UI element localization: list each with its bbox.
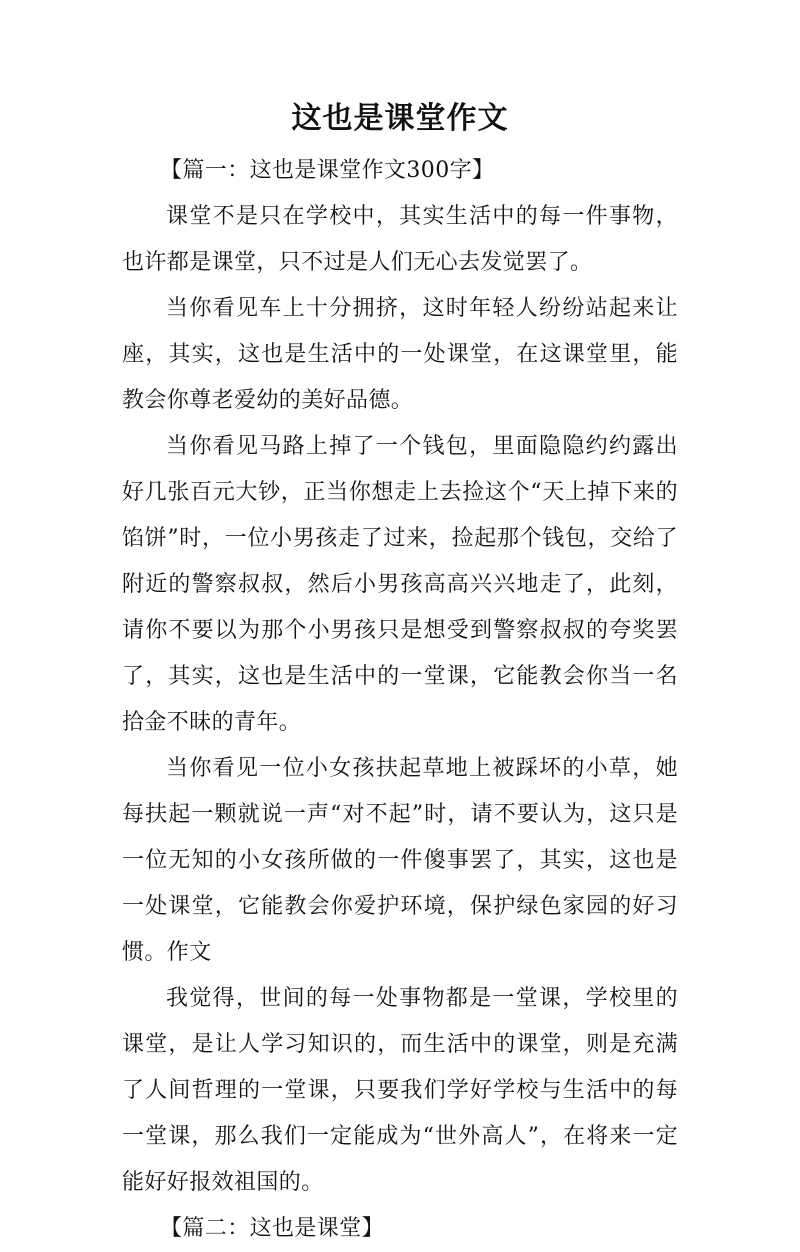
document-title: 这也是课堂作文 (291, 101, 509, 136)
paragraph-3: 当你看见马路上掉了一个钱包，里面隐隐约约露出好几张百元大钞，正当你想走上去捡这个“天上掉下来的馅饼”时，一位小男孩走了过来，捡起那个钱包，交给了附近的警察叔叔，然后小男孩高高兴兴地走了，此刻，请你不要以为那个小男孩只是想受到警察叔叔的夸奖罢了，其实，这也是生活中的一堂课，它能教会你当一名拾金不昧的青年。 (122, 434, 678, 735)
paragraph-2: 当你看见车上十分拥挤，这时年轻人纷纷站起来让座，其实，这也是生活中的一处课堂，在这课堂里，能教会你尊老爱幼的美好品德。 (122, 296, 678, 413)
document-body (122, 148, 678, 1252)
paragraph-5: 我觉得，世间的每一处事物都是一堂课，学校里的课堂，是让人学习知识的，而生活中的课堂，则是充满了人间哲理的一堂课，只要我们学好学校与生活中的每一堂课，那么我们一定能成为“世外高人”，在将来一定能好好报效祖国的。 (122, 986, 678, 1195)
paragraph-1: 课堂不是只在学校中，其实生活中的每一件事物，也许都是课堂，只不过是人们无心去发觉罢了。 (122, 204, 678, 275)
paragraph-4: 当你看见一位小女孩扶起草地上被踩坏的小草，她每扶起一颗就说一声“对不起”时，请不要认为，这只是一位无知的小女孩所做的一件傻事罢了，其实，这也是一处课堂，它能教会你爱护环境，保护绿色家园的好习惯。作文 (122, 756, 678, 965)
section-heading-2: 【篇二：这也是课堂】 (160, 1216, 385, 1241)
section-heading-1: 【篇一：这也是课堂作文300字】 (160, 158, 495, 183)
